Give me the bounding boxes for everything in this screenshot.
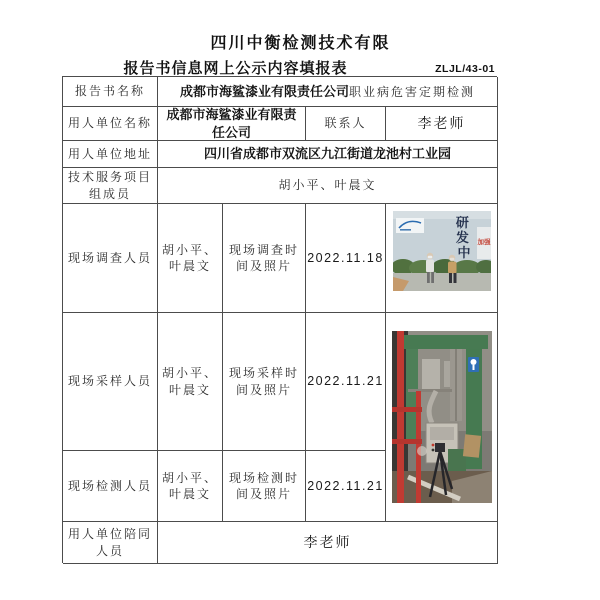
title-line1: 四川中衡检测技术有限 bbox=[210, 35, 391, 52]
red-sign-text: 加强 bbox=[477, 239, 490, 246]
project-team-label: 技术服务项目组成员 bbox=[63, 168, 158, 204]
escort-label: 用人单位陪同人员 bbox=[63, 522, 158, 564]
cabinet-button bbox=[431, 444, 434, 447]
title-row2 bbox=[62, 57, 497, 77]
contact-label: 联系人 bbox=[306, 107, 386, 141]
red-frame-crossbar bbox=[392, 439, 422, 444]
site-sampling-photo-image bbox=[392, 331, 492, 503]
face-mask bbox=[449, 258, 454, 261]
sampling-date: 2022.11.21 bbox=[306, 313, 386, 451]
cardboard bbox=[462, 434, 480, 458]
employer-name-value: 成都市海鲨漆业有限责任公司 bbox=[158, 107, 306, 141]
building-sign-text: 研 发 中 bbox=[455, 215, 471, 260]
horizontal-pipe bbox=[408, 389, 452, 392]
sampling-time-label: 现场采样时间及照片 bbox=[223, 313, 306, 451]
sampling-personnel-value: 胡小平、叶晨文 bbox=[158, 313, 223, 451]
contact-value: 李老师 bbox=[386, 107, 498, 141]
window bbox=[422, 359, 440, 389]
testing-date: 2022.11.21 bbox=[306, 451, 386, 522]
survey-photo-cell bbox=[386, 204, 498, 313]
employer-address-value: 四川省成都市双流区九江街道龙池村工业园 bbox=[158, 141, 498, 168]
survey-personnel-label: 现场调查人员 bbox=[63, 204, 158, 313]
survey-personnel-value: 胡小平、叶晨文 bbox=[158, 204, 223, 313]
employer-name-label: 用人单位名称 bbox=[63, 107, 158, 141]
escort-value: 李老师 bbox=[158, 522, 498, 564]
survey-time-label: 现场调查时间及照片 bbox=[223, 204, 306, 313]
testing-time-label: 现场检测时间及照片 bbox=[223, 451, 306, 522]
testing-personnel-label: 现场检测人员 bbox=[63, 451, 158, 522]
sampling-personnel-label: 现场采样人员 bbox=[63, 313, 158, 451]
red-frame-post bbox=[397, 331, 404, 503]
company-sign bbox=[396, 218, 424, 233]
red-frame-crossbar bbox=[392, 407, 422, 412]
project-team-value: 胡小平、叶晨文 bbox=[158, 168, 498, 204]
title-line2: 报告书信息网上公示内容填报表 bbox=[123, 60, 348, 77]
survey-date: 2022.11.18 bbox=[306, 204, 386, 313]
face-mask bbox=[427, 256, 432, 259]
report-name-label: 报告书名称 bbox=[63, 77, 158, 107]
machine-top-beam bbox=[404, 335, 488, 349]
site-survey-photo-image bbox=[393, 211, 491, 291]
doc-code: ZLJL/43-01 bbox=[435, 63, 495, 75]
site-sampling-photo bbox=[392, 331, 492, 503]
sampling-photo-cell bbox=[386, 313, 498, 522]
report-name-value bbox=[158, 77, 498, 107]
header bbox=[62, 30, 497, 77]
report-company-name: 成都市海鲨漆业有限责任公司 bbox=[179, 83, 349, 99]
report-name-suffix: 职业病危害定期检测 bbox=[349, 84, 476, 99]
employer-address-label: 用人单位地址 bbox=[63, 141, 158, 168]
form-table bbox=[62, 76, 497, 563]
site-survey-photo bbox=[393, 211, 491, 291]
testing-personnel-value: 胡小平、叶晨文 bbox=[158, 451, 223, 522]
